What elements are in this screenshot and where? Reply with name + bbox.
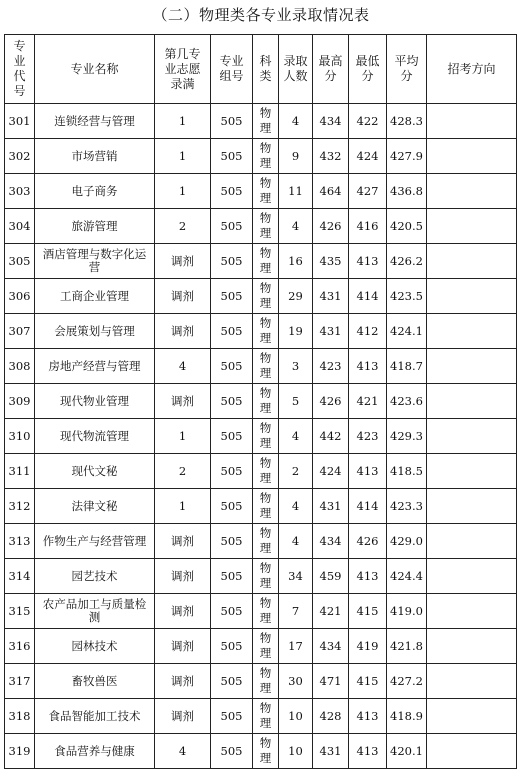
- table-row: [5, 314, 517, 349]
- cell-avg-score: 427.2: [387, 664, 427, 699]
- header-group: 专业组号: [211, 35, 253, 104]
- cell-avg-score: 428.3: [387, 104, 427, 139]
- cell-subject: 物理: [253, 454, 279, 489]
- cell-choice: 2: [155, 209, 211, 244]
- cell-count: 30: [279, 664, 313, 699]
- cell-avg-score: 429.3: [387, 419, 427, 454]
- cell-subject: 物理: [253, 174, 279, 209]
- cell-choice: 1: [155, 174, 211, 209]
- cell-max-score: 471: [313, 664, 349, 699]
- cell-major-name: 法律文秘: [35, 489, 155, 524]
- table-row: [5, 629, 517, 664]
- cell-direction: [427, 349, 517, 384]
- cell-direction: [427, 559, 517, 594]
- header-max: 最高分: [313, 35, 349, 104]
- cell-major-name: 食品营养与健康: [35, 734, 155, 769]
- cell-code: 311: [5, 454, 35, 489]
- cell-direction: [427, 314, 517, 349]
- page-title: （二）物理类各专业录取情况表: [152, 6, 370, 24]
- cell-choice: 4: [155, 734, 211, 769]
- cell-max-score: 421: [313, 594, 349, 629]
- admission-table: [4, 34, 517, 769]
- cell-avg-score: 424.1: [387, 314, 427, 349]
- cell-max-score: 431: [313, 734, 349, 769]
- cell-count: 4: [279, 419, 313, 454]
- cell-major-name: 房地产经营与管理: [35, 349, 155, 384]
- cell-max-score: 442: [313, 419, 349, 454]
- cell-subject: 物理: [253, 594, 279, 629]
- cell-count: 2: [279, 454, 313, 489]
- cell-subject: 物理: [253, 314, 279, 349]
- cell-code: 312: [5, 489, 35, 524]
- cell-group: 505: [211, 454, 253, 489]
- cell-max-score: 423: [313, 349, 349, 384]
- cell-choice: 调剂: [155, 664, 211, 699]
- table-body: [5, 104, 517, 769]
- cell-code: 301: [5, 104, 35, 139]
- cell-code: 319: [5, 734, 35, 769]
- cell-count: 9: [279, 139, 313, 174]
- cell-direction: [427, 699, 517, 734]
- cell-subject: 物理: [253, 209, 279, 244]
- cell-subject: 物理: [253, 104, 279, 139]
- table-row: [5, 699, 517, 734]
- cell-group: 505: [211, 559, 253, 594]
- table-row: [5, 419, 517, 454]
- cell-choice: 调剂: [155, 559, 211, 594]
- cell-count: 16: [279, 244, 313, 279]
- cell-group: 505: [211, 419, 253, 454]
- cell-choice: 调剂: [155, 629, 211, 664]
- cell-max-score: 426: [313, 384, 349, 419]
- table-row: [5, 594, 517, 629]
- cell-max-score: 431: [313, 279, 349, 314]
- cell-code: 302: [5, 139, 35, 174]
- cell-min-score: 413: [349, 349, 387, 384]
- cell-direction: [427, 454, 517, 489]
- cell-major-name: 旅游管理: [35, 209, 155, 244]
- table-row: [5, 244, 517, 279]
- cell-avg-score: 429.0: [387, 524, 427, 559]
- cell-subject: 物理: [253, 524, 279, 559]
- cell-avg-score: 420.5: [387, 209, 427, 244]
- table-row: [5, 209, 517, 244]
- cell-major-name: 市场营销: [35, 139, 155, 174]
- cell-count: 19: [279, 314, 313, 349]
- header-count: 录取人数: [279, 35, 313, 104]
- cell-subject: 物理: [253, 349, 279, 384]
- cell-code: 309: [5, 384, 35, 419]
- cell-code: 315: [5, 594, 35, 629]
- header-name: 专业名称: [35, 35, 155, 104]
- cell-avg-score: 420.1: [387, 734, 427, 769]
- cell-direction: [427, 524, 517, 559]
- cell-avg-score: 424.4: [387, 559, 427, 594]
- cell-group: 505: [211, 174, 253, 209]
- cell-min-score: 426: [349, 524, 387, 559]
- table-row: [5, 104, 517, 139]
- cell-avg-score: 426.2: [387, 244, 427, 279]
- cell-min-score: 413: [349, 559, 387, 594]
- cell-subject: 物理: [253, 734, 279, 769]
- cell-subject: 物理: [253, 629, 279, 664]
- cell-subject: 物理: [253, 384, 279, 419]
- cell-count: 4: [279, 209, 313, 244]
- header-min: 最低分: [349, 35, 387, 104]
- cell-min-score: 421: [349, 384, 387, 419]
- cell-group: 505: [211, 104, 253, 139]
- cell-avg-score: 423.3: [387, 489, 427, 524]
- cell-min-score: 414: [349, 489, 387, 524]
- cell-major-name: 园艺技术: [35, 559, 155, 594]
- cell-max-score: 432: [313, 139, 349, 174]
- cell-count: 4: [279, 524, 313, 559]
- header-choice: 第几专业志愿录满: [155, 35, 211, 104]
- cell-choice: 2: [155, 454, 211, 489]
- cell-code: 316: [5, 629, 35, 664]
- cell-subject: 物理: [253, 244, 279, 279]
- cell-major-name: 农产品加工与质量检测: [35, 594, 155, 629]
- cell-choice: 调剂: [155, 699, 211, 734]
- cell-major-name: 现代物业管理: [35, 384, 155, 419]
- cell-group: 505: [211, 384, 253, 419]
- cell-avg-score: 436.8: [387, 174, 427, 209]
- table-row: [5, 524, 517, 559]
- cell-direction: [427, 209, 517, 244]
- cell-direction: [427, 734, 517, 769]
- cell-max-score: 428: [313, 699, 349, 734]
- cell-min-score: 413: [349, 699, 387, 734]
- cell-count: 34: [279, 559, 313, 594]
- cell-group: 505: [211, 244, 253, 279]
- cell-group: 505: [211, 594, 253, 629]
- cell-choice: 调剂: [155, 594, 211, 629]
- cell-direction: [427, 279, 517, 314]
- cell-code: 305: [5, 244, 35, 279]
- cell-code: 313: [5, 524, 35, 559]
- cell-choice: 调剂: [155, 384, 211, 419]
- cell-avg-score: 423.5: [387, 279, 427, 314]
- cell-code: 310: [5, 419, 35, 454]
- cell-group: 505: [211, 664, 253, 699]
- cell-choice: 1: [155, 489, 211, 524]
- table-row: [5, 489, 517, 524]
- cell-group: 505: [211, 209, 253, 244]
- table-row: [5, 384, 517, 419]
- cell-count: 4: [279, 489, 313, 524]
- cell-code: 317: [5, 664, 35, 699]
- cell-group: 505: [211, 279, 253, 314]
- cell-code: 308: [5, 349, 35, 384]
- table-row: [5, 139, 517, 174]
- table-row: [5, 349, 517, 384]
- cell-group: 505: [211, 524, 253, 559]
- cell-max-score: 434: [313, 104, 349, 139]
- cell-major-name: 会展策划与管理: [35, 314, 155, 349]
- cell-min-score: 427: [349, 174, 387, 209]
- cell-direction: [427, 594, 517, 629]
- table-row: [5, 734, 517, 769]
- cell-direction: [427, 104, 517, 139]
- table-row: [5, 559, 517, 594]
- cell-min-score: 414: [349, 279, 387, 314]
- cell-choice: 1: [155, 104, 211, 139]
- cell-choice: 调剂: [155, 314, 211, 349]
- cell-direction: [427, 664, 517, 699]
- cell-min-score: 423: [349, 419, 387, 454]
- cell-max-score: 434: [313, 524, 349, 559]
- cell-major-name: 酒店管理与数字化运营: [35, 244, 155, 279]
- cell-subject: 物理: [253, 279, 279, 314]
- table-row: [5, 454, 517, 489]
- cell-count: 5: [279, 384, 313, 419]
- cell-subject: 物理: [253, 489, 279, 524]
- cell-min-score: 419: [349, 629, 387, 664]
- cell-group: 505: [211, 699, 253, 734]
- cell-avg-score: 418.5: [387, 454, 427, 489]
- cell-major-name: 电子商务: [35, 174, 155, 209]
- cell-group: 505: [211, 139, 253, 174]
- cell-direction: [427, 174, 517, 209]
- cell-count: 4: [279, 104, 313, 139]
- cell-min-score: 415: [349, 594, 387, 629]
- cell-major-name: 作物生产与经营管理: [35, 524, 155, 559]
- cell-major-name: 畜牧兽医: [35, 664, 155, 699]
- table-header: [5, 35, 517, 104]
- cell-avg-score: 421.8: [387, 629, 427, 664]
- cell-count: 11: [279, 174, 313, 209]
- table-row: [5, 279, 517, 314]
- cell-avg-score: 423.6: [387, 384, 427, 419]
- cell-code: 307: [5, 314, 35, 349]
- cell-group: 505: [211, 629, 253, 664]
- cell-max-score: 424: [313, 454, 349, 489]
- cell-direction: [427, 244, 517, 279]
- cell-count: 10: [279, 699, 313, 734]
- cell-major-name: 食品智能加工技术: [35, 699, 155, 734]
- cell-direction: [427, 139, 517, 174]
- cell-choice: 调剂: [155, 524, 211, 559]
- cell-min-score: 412: [349, 314, 387, 349]
- cell-count: 10: [279, 734, 313, 769]
- cell-major-name: 工商企业管理: [35, 279, 155, 314]
- cell-subject: 物理: [253, 559, 279, 594]
- cell-choice: 调剂: [155, 244, 211, 279]
- cell-code: 314: [5, 559, 35, 594]
- cell-subject: 物理: [253, 699, 279, 734]
- cell-avg-score: 419.0: [387, 594, 427, 629]
- cell-code: 318: [5, 699, 35, 734]
- cell-avg-score: 418.9: [387, 699, 427, 734]
- cell-max-score: 434: [313, 629, 349, 664]
- cell-max-score: 464: [313, 174, 349, 209]
- cell-group: 505: [211, 489, 253, 524]
- cell-group: 505: [211, 314, 253, 349]
- cell-subject: 物理: [253, 419, 279, 454]
- cell-group: 505: [211, 349, 253, 384]
- cell-subject: 物理: [253, 664, 279, 699]
- cell-direction: [427, 489, 517, 524]
- cell-choice: 1: [155, 139, 211, 174]
- header-row: [5, 35, 517, 104]
- cell-min-score: 424: [349, 139, 387, 174]
- cell-count: 3: [279, 349, 313, 384]
- cell-count: 7: [279, 594, 313, 629]
- cell-major-name: 园林技术: [35, 629, 155, 664]
- cell-max-score: 426: [313, 209, 349, 244]
- cell-min-score: 413: [349, 734, 387, 769]
- table-row: [5, 174, 517, 209]
- cell-max-score: 431: [313, 314, 349, 349]
- cell-min-score: 416: [349, 209, 387, 244]
- header-subject: 科类: [253, 35, 279, 104]
- cell-major-name: 连锁经营与管理: [35, 104, 155, 139]
- cell-min-score: 413: [349, 244, 387, 279]
- header-code: 专业代号: [5, 35, 35, 104]
- header-direction: 招考方向: [427, 35, 517, 104]
- cell-code: 303: [5, 174, 35, 209]
- cell-major-name: 现代文秘: [35, 454, 155, 489]
- cell-choice: 1: [155, 419, 211, 454]
- cell-avg-score: 427.9: [387, 139, 427, 174]
- table-row: [5, 664, 517, 699]
- cell-code: 304: [5, 209, 35, 244]
- cell-direction: [427, 384, 517, 419]
- cell-major-name: 现代物流管理: [35, 419, 155, 454]
- cell-min-score: 415: [349, 664, 387, 699]
- cell-direction: [427, 629, 517, 664]
- cell-group: 505: [211, 734, 253, 769]
- cell-min-score: 422: [349, 104, 387, 139]
- cell-max-score: 431: [313, 489, 349, 524]
- header-avg: 平均分: [387, 35, 427, 104]
- cell-max-score: 435: [313, 244, 349, 279]
- cell-code: 306: [5, 279, 35, 314]
- cell-direction: [427, 419, 517, 454]
- cell-choice: 4: [155, 349, 211, 384]
- cell-max-score: 459: [313, 559, 349, 594]
- cell-subject: 物理: [253, 139, 279, 174]
- cell-min-score: 413: [349, 454, 387, 489]
- cell-choice: 调剂: [155, 279, 211, 314]
- cell-avg-score: 418.7: [387, 349, 427, 384]
- cell-count: 29: [279, 279, 313, 314]
- cell-count: 17: [279, 629, 313, 664]
